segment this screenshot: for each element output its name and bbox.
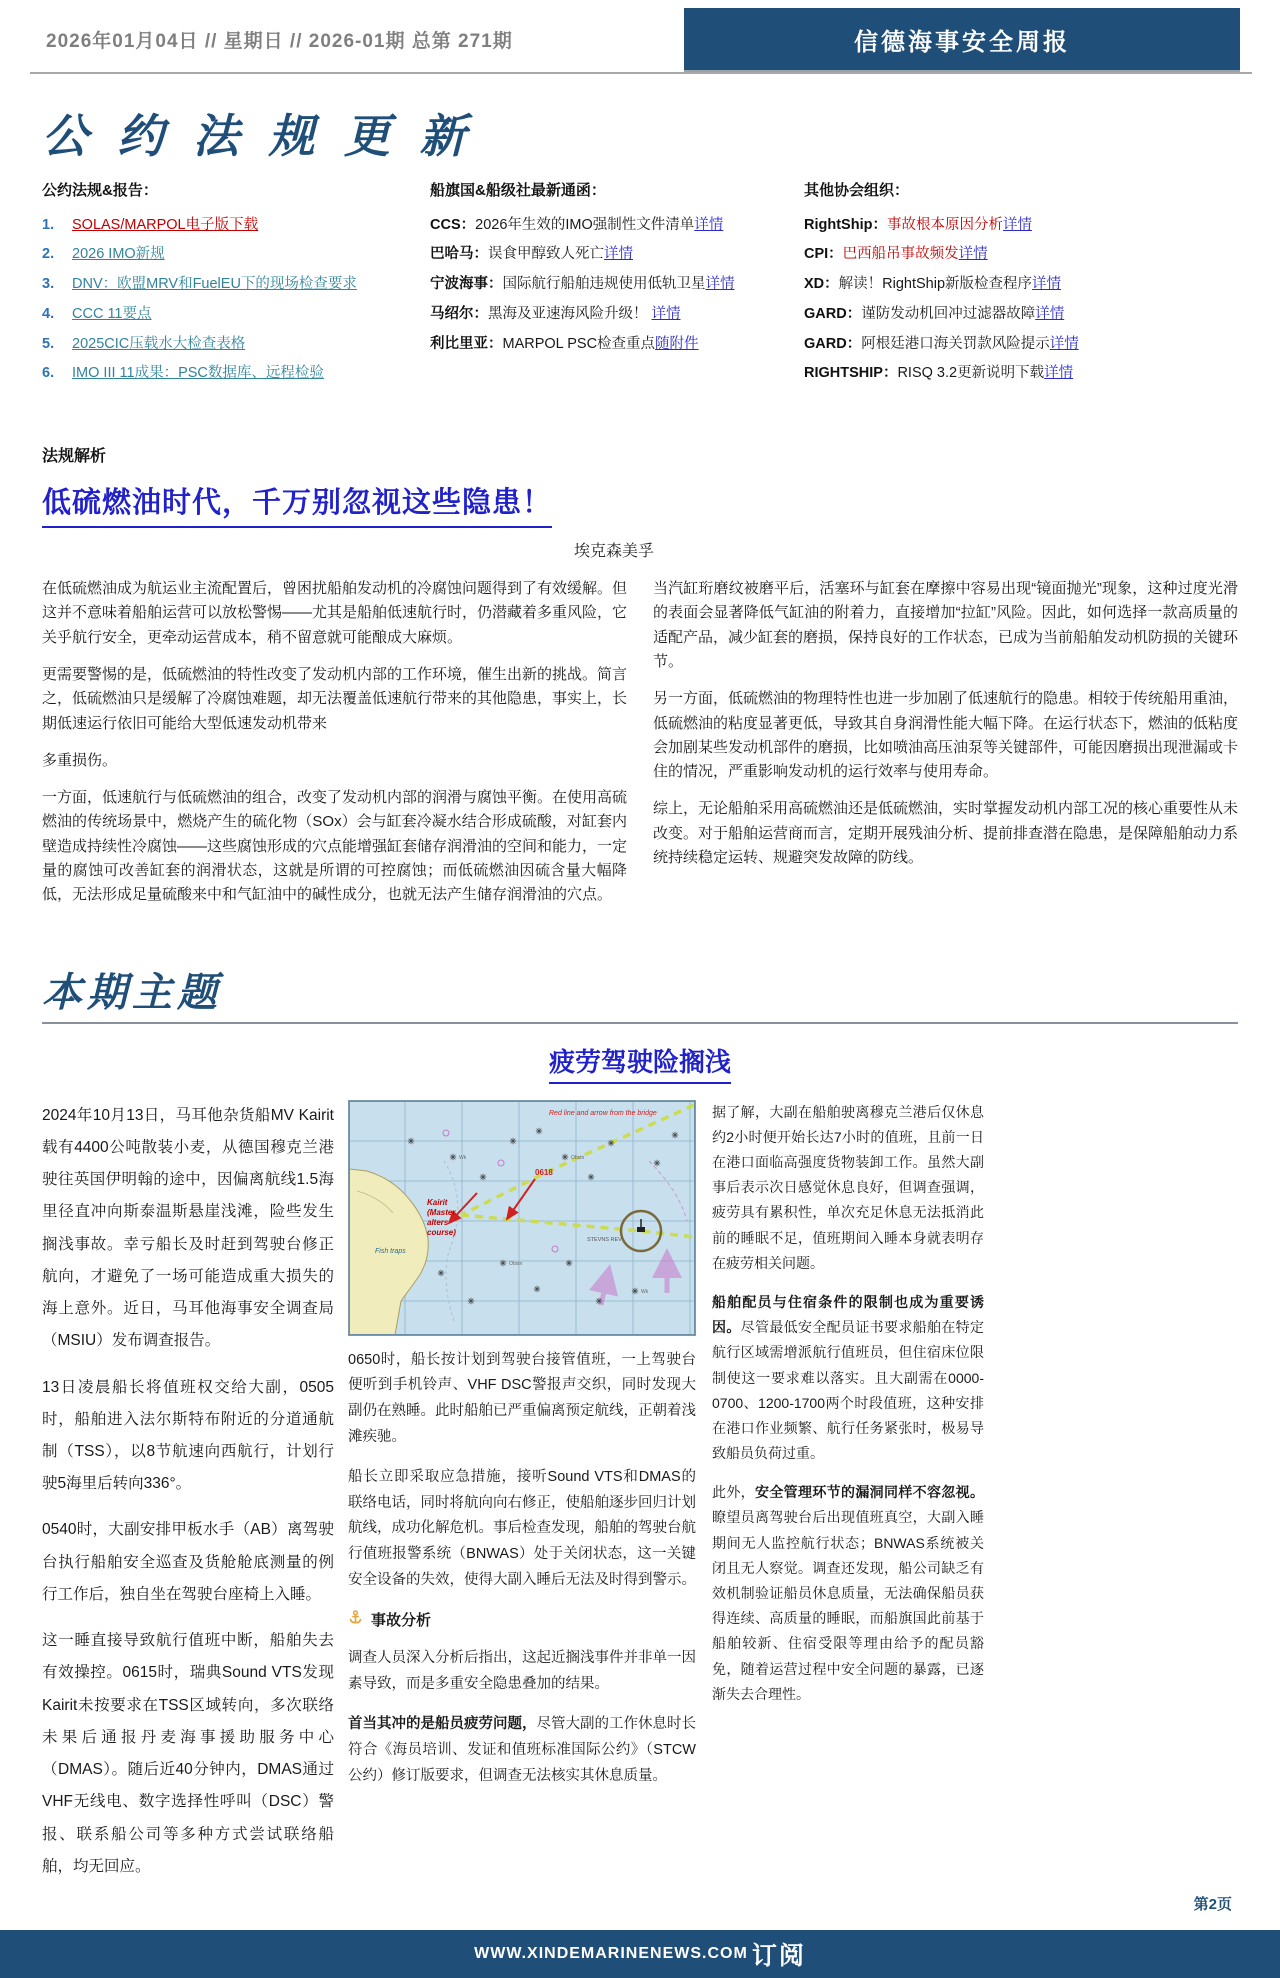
fish-traps-label: Fish traps	[375, 1247, 406, 1255]
page-number: 第2页	[1193, 1896, 1232, 1913]
list-item: GARD：谨防发动机回冲过滤器故障详情	[804, 305, 1065, 322]
article-paragraph: 0540时，大副安排甲板水手（AB）离驾驶台执行船舶安全巡查及货舱舱底测量的例行工作后，独自坐在驾驶台座椅上入睡。	[42, 1521, 334, 1603]
column-heading: 其他协会组织：	[804, 182, 910, 199]
list-item: RightShip：事故根本原因分析详情	[804, 216, 1032, 233]
svg-text:Kairit: Kairit	[427, 1197, 448, 1207]
list-item: XD：解读！RightShip新版检查程序详情	[804, 276, 1062, 293]
topic-divider	[42, 1022, 1238, 1024]
brand-title: 信德海事安全周报	[854, 28, 1070, 56]
story-body	[42, 1100, 1238, 1897]
column-regulations-reports	[42, 176, 394, 389]
detail-link[interactable]: 随附件	[655, 335, 699, 352]
accident-analysis-title: 事故分析	[371, 1611, 432, 1629]
svg-text:Obstn: Obstn	[571, 1154, 585, 1161]
list-item: 马绍尔：黑海及亚速海风险升级！ 详情	[430, 305, 681, 322]
analysis-body	[42, 577, 1238, 921]
regulation-link[interactable]: CCC 11要点	[72, 305, 152, 322]
item-number: 6.	[42, 365, 55, 382]
detail-link[interactable]: 详情	[1044, 365, 1074, 382]
story-left-column	[42, 1100, 334, 1897]
analysis-left-column	[42, 577, 627, 921]
detail-link[interactable]: 详情	[604, 246, 633, 263]
article-paragraph: 船舶配员与住宿条件的限制也成为重要诱因。尽管最低安全配员证书要求船舶在特定航行区域需增派航行值班员，但住宿床位限制使这一要求难以落实。且大副需在0000-0700、1200-1700两个时段值班，这种安排在港口作业频繁、航行任务紧张时，极易导致船员负荷过重。	[712, 1293, 985, 1462]
svg-text:Obstn: Obstn	[509, 1260, 523, 1267]
nautical-chart-image	[348, 1100, 696, 1336]
regulation-lists	[42, 176, 1238, 389]
article-paragraph: 这一睡直接导致航行值班中断，船舶失去有效操控。0615时，瑞典Sound VTS发现Kairit未按要求在TSS区域转向，多次联络未果后通报丹麦海事援助服务中心（DMAS）。随后近40分钟内，DMAS通过VHF无线电、数字选择性呼叫（DSC）警报、联系船公司等多种方式尝试联络船舶，均无回应。	[42, 1632, 334, 1875]
article-paragraph: 当汽缸珩磨纹被磨平后，活塞环与缸套在摩擦中容易出现“镜面抛光”现象，这种过度光滑的表面会显著降低气缸油的附着力，直接增加“拉缸”风险。因此，如何选择一款高质量的适配产品，减少缸套的磨损，保持良好的工作状态，已成为当前船舶发动机防损的关键环节。	[653, 580, 1239, 670]
article-paragraph: 据了解，大副在船舶驶离穆克兰港后仅休息约2小时便开始长达7小时的值班，且前一日在港口面临高强度货物装卸工作。虽然大副事后表示次日感觉休息良好，但调查强调，疲劳具有累积性，单次充足休息无法抵消此前的睡眠不足，值班期间入睡本身就表明存在疲劳相关问题。	[712, 1103, 984, 1271]
article-paragraph: 综上，无论船舶采用高硫燃油还是低硫燃油，实时掌握发动机内部工况的核心重要性从未改变。对于船舶运营商而言，定期开展残油分析、提前排查潜在隐患，是保障船舶动力系统持续稳定运转、规避突发故障的防线。	[653, 800, 1239, 867]
anchor-icon	[348, 1608, 363, 1635]
svg-text:(Master: (Master	[427, 1207, 456, 1217]
detail-link[interactable]: 详情	[1035, 305, 1065, 322]
reef-label: STEVNS REV	[587, 1236, 622, 1243]
list-item: 利比里亚：MARPOL PSC检查重点随附件	[430, 335, 699, 352]
item-number: 3.	[42, 276, 55, 293]
column-other-organizations	[804, 176, 1200, 389]
list-item	[42, 300, 394, 330]
subscribe-link[interactable]: 订阅	[751, 1942, 806, 1970]
detail-link[interactable]: 详情	[651, 305, 681, 322]
regulation-link[interactable]: IMO III 11成果：PSC数据库、远程检验	[72, 365, 324, 382]
article-paragraph: 在低硫燃油成为航运业主流配置后，曾困扰船舶发动机的冷腐蚀问题得到了有效缓解。但这并不意味着船舶运营可以放松警惕——尤其是船舶低速航行时，仍潜藏着多重风险，它关乎航行安全，更牵动运营成本，稍不留意就可能酿成大麻烦。	[42, 580, 628, 646]
story-title-link[interactable]: 疲劳驾驶险搁浅	[549, 1042, 731, 1084]
item-number: 5.	[42, 335, 55, 352]
section-title-topic: 本期主题	[42, 969, 222, 1015]
item-number: 1.	[42, 216, 55, 233]
analysis-headline-link[interactable]: 低硫燃油时代，千万别忽视这些隐患！	[42, 480, 552, 528]
masthead-divider	[30, 72, 1252, 74]
analysis-kicker: 法规解析	[42, 448, 107, 466]
list-item	[42, 270, 394, 300]
chart-time-label: 0618	[535, 1167, 553, 1177]
article-paragraph: 调查人员深入分析后指出，这起近搁浅事件并非单一因素导致，而是多重安全隐患叠加的结果。	[348, 1650, 696, 1693]
story-title	[0, 1042, 1280, 1084]
list-item	[42, 359, 394, 389]
analysis-right-column	[653, 577, 1238, 921]
story-middle-column	[348, 1100, 696, 1897]
list-item: 宁波海事：国际航行船舶违规使用低轨卫星详情	[430, 276, 735, 293]
column-heading: 船旗国&船级社最新通函：	[430, 182, 606, 199]
nautical-chart-svg	[349, 1101, 695, 1335]
column-heading: 公约法规&报告：	[42, 182, 158, 199]
article-paragraph: 另一方面，低硫燃油的物理特性也进一步加剧了低速航行的隐患。相较于传统船用重油，低硫燃油的粘度显著更低，导致其自身润滑性能大幅下降。在运行状态下，燃油的低粘度会加剧某些发动机部件的磨损，比如喷油高压油泵等关键部件，可能因磨损出现泄漏或卡住的情况，严重影响发动机的运行效率与使用寿命。	[653, 690, 1239, 781]
accident-analysis-header	[348, 1608, 696, 1635]
detail-link[interactable]: 详情	[705, 276, 735, 293]
regulation-link[interactable]: 2026 IMO新规	[72, 246, 165, 263]
chart-note: Red line and arrow from the bridge	[549, 1109, 657, 1117]
brand-banner	[684, 8, 1240, 70]
detail-link[interactable]: 详情	[694, 216, 724, 233]
masthead	[0, 0, 1280, 74]
list-item	[42, 211, 394, 241]
svg-text:Wk: Wk	[641, 1288, 649, 1295]
detail-link[interactable]: 详情	[958, 246, 988, 263]
item-number: 4.	[42, 305, 55, 322]
article-paragraph: 首当其冲的是船员疲劳问题，尽管大副的工作休息时长符合《海员培训、发证和值班标准国际公约》（STCW公约）修订版要求，但调查无法核实其休息质量。	[348, 1716, 696, 1784]
detail-link[interactable]: 详情	[1049, 335, 1079, 352]
list-item: CCS：2026年生效的IMO强制性文件清单详情	[430, 216, 724, 233]
svg-text:course): course)	[427, 1227, 456, 1237]
article-paragraph: 13日凌晨船长将值班权交给大副，0505时，船舶进入法尔斯特布附近的分道通航制（TSS），以8节航速向西航行，计划行驶5海里后转向336°。	[42, 1378, 334, 1493]
list-item: CPI：巴西船吊事故频发详情	[804, 246, 988, 263]
list-item: RIGHTSHIP：RISQ 3.2更新说明下载详情	[804, 365, 1074, 382]
detail-link[interactable]: 详情	[1002, 216, 1032, 233]
article-paragraph: 0650时，船长按计划到驾驶台接管值班，一上驾驶台便听到手机铃声、VHF DSC警报声交织，同时发现大副仍在熟睡。此时船舶已严重偏离预定航线，正朝着浅滩疾驰。	[348, 1351, 696, 1446]
column-flag-class-circulars	[430, 176, 762, 389]
list-item: GARD：阿根廷港口海关罚款风险提示详情	[804, 335, 1079, 352]
issue-date-line: 2026年01月04日 // 星期日 // 2026-01期 总第 271期	[46, 31, 513, 52]
article-paragraph: 2024年10月13日，马耳他杂货船MV Kairit 载有4400公吨散装小麦，从德国穆克兰港驶往英国伊明翰的途中，因偏离航线1.5海里径直冲向斯泰温斯悬崖浅滩，险些发生搁浅事故。幸亏船长及时赶到驾驶台修正航向，才避免了一场可能造成重大损失的海上意外。近日，马耳他海事安全调查局（MSIU）发布调查报告。	[42, 1106, 334, 1350]
svg-text:Wk: Wk	[459, 1154, 467, 1161]
section-title-regulations: 公 约 法 规 更 新	[42, 111, 475, 162]
detail-link[interactable]: 详情	[1032, 276, 1062, 293]
analysis-headline	[42, 480, 1238, 528]
list-item	[42, 330, 394, 360]
article-paragraph: 一方面，低速航行与低硫燃油的组合，改变了发动机内部的润滑与腐蚀平衡。在使用高硫燃油的传统场景中，燃烧产生的硫化物（SOx）会与缸套冷凝水结合形成硫酸，对缸套内壁造成持续性冷腐蚀——这些腐蚀形成的穴点能增强缸套储存润滑油的空间和能力，一定量的腐蚀可改善缸套的润滑状态，这就是所谓的可控腐蚀；而低硫燃油因硫含量大幅降低，无法形成足量硫酸来中和气缸油中的碱性成分，也就无法产生储存润滑油的穴点。	[42, 789, 628, 904]
list-item	[42, 240, 394, 270]
svg-text:alters: alters	[427, 1217, 449, 1227]
list-item: 巴哈马：误食甲醇致人死亡详情	[430, 246, 633, 263]
article-paragraph: 更需要警惕的是，低硫燃油的特性改变了发动机内部的工作环境，催生出新的挑战。简言之，低硫燃油只是缓解了冷腐蚀难题，却无法覆盖低速航行带来的其他隐患，事实上，长期低速运行依旧可能给大型低速发动机带来	[42, 665, 628, 732]
footer-bar	[0, 1930, 1280, 1978]
item-number: 2.	[42, 246, 55, 263]
regulation-link[interactable]: SOLAS/MARPOL电子版下载	[72, 216, 259, 233]
article-paragraph: 此外，安全管理环节的漏洞同样不容忽视。瞭望员离驾驶台后出现值班真空，大副入睡期间无人监控航行状态；BNWAS系统被关闭且无人察觉。调查还发现，船公司缺乏有效机制验证船员休息质量，无法确保船员获得连续、高质量的睡眠，而船旗国此前基于船舶较新、住宿受限等理由给予的配员豁免，随着运营过程中安全问题的暴露，已逐渐失去合理性。	[712, 1484, 984, 1702]
regulation-link[interactable]: 2025CIC压载水大检查表格	[72, 335, 246, 352]
story-right-column	[712, 1100, 984, 1897]
analysis-author: 埃克森美孚	[573, 543, 654, 561]
regulation-link[interactable]: DNV：欧盟MRV和FuelEU下的现场检查要求	[72, 276, 357, 293]
article-paragraph: 多重损伤。	[42, 751, 118, 769]
website-url[interactable]: WWW.XINDEMARINENEWS.COM	[474, 1945, 748, 1962]
article-paragraph: 船长立即采取应急措施，接听Sound VTS和DMAS的联络电话，同时将航向向右修正，使船舶逐步回归计划航线，成功化解危机。事后检查发现，船舶的驾驶台航行值班报警系统（BNWAS）处于关闭状态，这一关键安全设备的失效，使得大副入睡后无法及时得到警示。	[348, 1468, 696, 1588]
